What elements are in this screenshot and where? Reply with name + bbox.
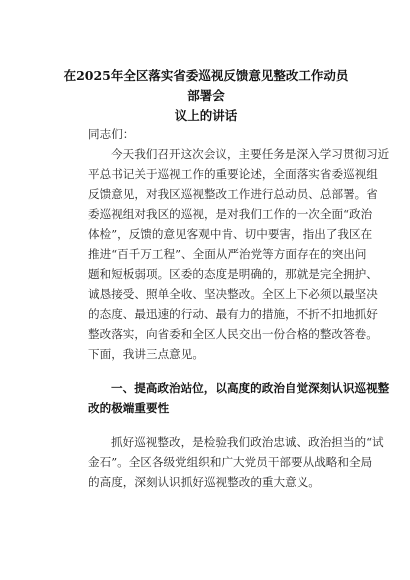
paragraph-2-line: 金石”。全区各级党组织和广大党员干部要从战略和全局 xyxy=(88,455,373,469)
paragraph-1-line: 题和短板弱项。区委的态度是明确的，那就是完全拥护、 xyxy=(88,267,378,281)
section-heading-line: 一、提高政治站位，以高度的政治自觉深刻认识巡视整 xyxy=(111,381,390,395)
paragraph-1-line: 委巡视组对我区的巡视，是对我们工作的一次全面“政治 xyxy=(88,207,373,221)
salutation: 同志们： xyxy=(88,127,135,141)
title-line-2: 议上的讲话 xyxy=(174,108,238,123)
paragraph-1-line: 诚恳接受、照单全收、坚决整改。全区上下必须以最坚决 xyxy=(88,287,378,301)
document-title xyxy=(62,66,350,126)
paragraph-1-line: 整改落实，向省委和全区人民交出一份合格的整改答卷。 xyxy=(88,327,378,341)
paragraph-1-line: 今天我们召开这次会议，主要任务是深入学习贯彻习近 xyxy=(111,147,390,161)
paragraph-2-line: 的高度，深刻认识抓好巡视整改的重大意义。 xyxy=(88,475,320,489)
paragraph-1-line: 推进“百千万工程”、全面从严治党等方面存在的突出问 xyxy=(88,247,367,261)
paragraph-1-line: 反馈意见，对我区巡视整改工作进行总动员、总部署。省 xyxy=(88,187,378,201)
title-line-1: 在2025年全区落实省委巡视反馈意见整改工作动员部署会 xyxy=(63,68,349,103)
paragraph-1-line: 的态度、最迅速的行动、最有力的措施，不折不扣地抓好 xyxy=(88,307,378,321)
paragraph-2-line: 抓好巡视整改，是检验我们政治忠诚、政治担当的“试 xyxy=(111,435,384,449)
paragraph-1-line: 平总书记关于巡视工作的重要论述，全面落实省委巡视组 xyxy=(88,167,378,181)
section-heading-line: 改的极端重要性 xyxy=(88,401,170,415)
paragraph-1-line: 体检”，反馈的意见客观中肯、切中要害，指出了我区在 xyxy=(88,227,373,241)
paragraph-1-line: 下面，我讲三点意见。 xyxy=(88,347,204,361)
